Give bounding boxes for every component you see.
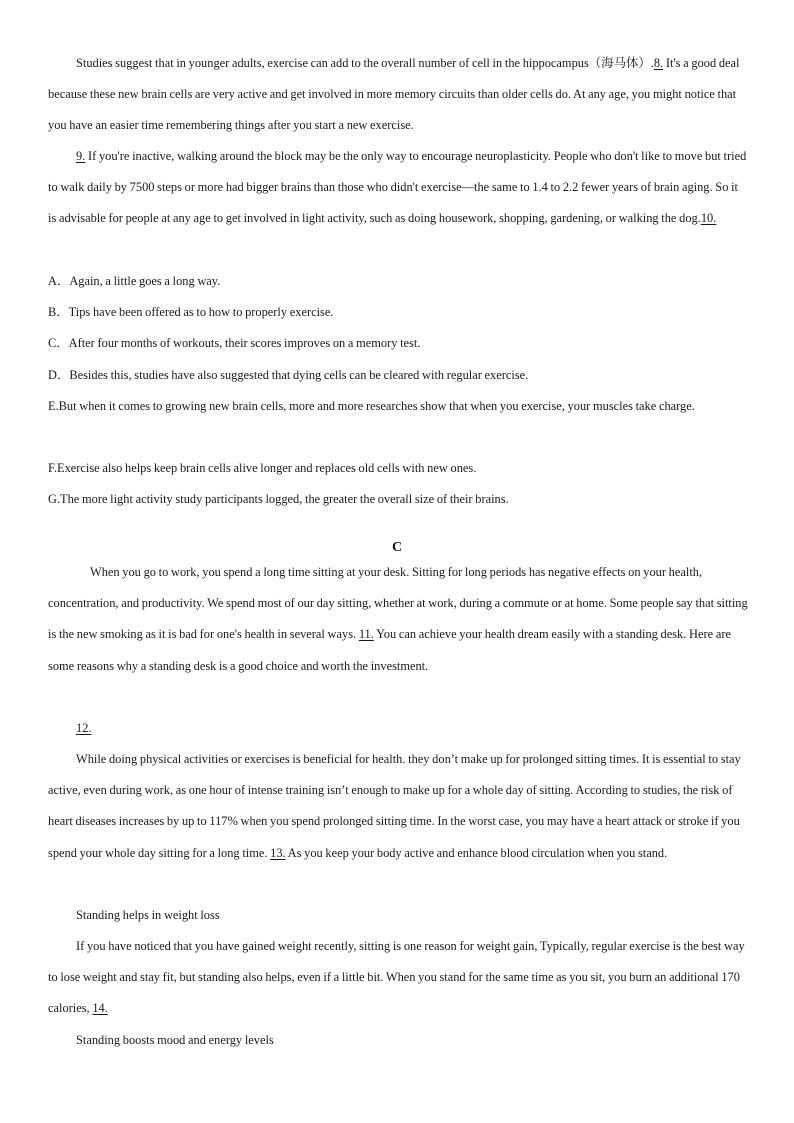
option-b: B．Tips have been offered as to how to properly exercise. — [48, 305, 334, 319]
paragraph-weight-gain — [48, 931, 748, 1025]
blank-8: 8. — [653, 56, 664, 70]
paragraph-text: It's a good deal because these new brain cells are very active and get involved in more memory circuits than older cells do. At any age, you might notice that you have an easier time remembering things after you start a new exercise. — [48, 56, 740, 133]
paragraph-text: While doing physical activities or exercises is beneficial for health. they don’t make up for prolonged sitting times. It is essential to stay active, even during work, as one hour of intense training isn’t enough to make up for a whole day of sitting. According to studies, the risk of heart diseases increases by up to 117% when you spend prolonged sitting time. In the worst case, you may have a heart attack or stroke if you spend your whole day sitting for a long time. — [48, 752, 741, 860]
paragraph-heart-risk — [48, 744, 748, 869]
blank-12-line — [48, 713, 748, 744]
paragraph-inactive — [48, 141, 748, 235]
heading-mood-energy: Standing boosts mood and energy levels — [76, 1033, 274, 1047]
heading-weight-loss: Standing helps in weight loss — [76, 908, 220, 922]
blank-11: 11. — [358, 627, 374, 642]
option-c: C．After four months of workouts, their scores improves on a memory test. — [48, 336, 421, 350]
paragraph-sitting-intro — [48, 557, 748, 682]
blank-13: 13. — [270, 845, 286, 860]
blank-10: 10. — [700, 211, 717, 226]
section-title: C — [391, 540, 403, 555]
paragraph-text: When you go to work, you spend a long time sitting at your desk. Sitting for long periods has negative effects on your health, concentration, and productivity. We spend most of our day sitting, whether at work, during a commute or at home. Some people say that sitting is the new smoking as it is bad for one's health in several ways. — [48, 565, 748, 642]
blank-12: 12. — [76, 721, 92, 735]
blank-14: 14. — [92, 1001, 108, 1016]
paragraph-text: Studies suggest that in younger adults, exercise can add to the overall number of cell in the hippocampus（海马体）. — [76, 56, 654, 70]
paragraph-text: If you're inactive, walking around the block may be the only way to encourage neuroplasticity. People who don't like to move but tried to walk daily by 7500 steps or more had bigger brains than those who didn't exercise—the same to 1.4 to 2.2 fewer years of brain aging. So it is advisable for people at any age to get involved in light activity, such as doing housework, shopping, gardening, or walking the dog. — [48, 149, 747, 226]
paragraph-text: If you have noticed that you have gained weight recently, sitting is one reason for weight gain, Typically, regular exercise is the best way to lose weight and stay fit, but standing also helps, even if a little bit. When you stand for the same time as you sit, you burn an additional 170 calories, — [48, 939, 745, 1016]
blank-9: 9. — [76, 149, 86, 163]
option-d: D．Besides this, studies have also suggested that dying cells can be cleared with regular exercise. — [48, 368, 529, 382]
option-a: A．Again, a little goes a long way. — [48, 274, 221, 288]
option-g: G.The more light activity study participants logged, the greater the overall size of their brains. — [48, 492, 509, 506]
paragraph-text: You can achieve your health dream easily with a standing desk. Here are some reasons why a standing desk is a good choice and worth the investment. — [48, 627, 731, 673]
option-e: E.But when it comes to growing new brain cells, more and more researches show that when you exercise, your muscles take charge. — [48, 399, 695, 413]
paragraph-text: As you keep your body active and enhance blood circulation when you stand. — [285, 845, 668, 860]
option-f: F.Exercise also helps keep brain cells alive longer and replaces old cells with new ones. — [48, 461, 477, 475]
paragraph-hippocampus — [48, 48, 748, 142]
